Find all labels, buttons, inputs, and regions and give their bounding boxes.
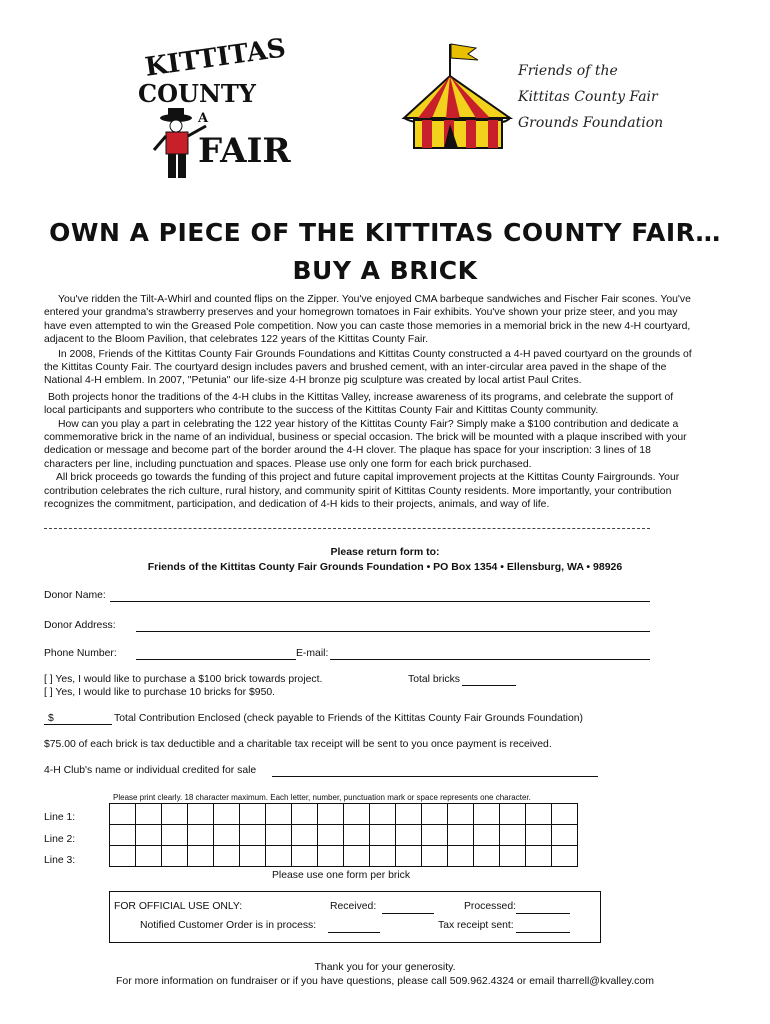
inscription-row-3: [110, 846, 578, 867]
page-subtitle: BUY A BRICK: [292, 256, 478, 285]
svg-text:A: A: [198, 111, 209, 126]
processed-label: Processed:: [464, 901, 516, 912]
phone-label: Phone Number:: [44, 648, 117, 659]
foundation-line-3: Grounds Foundation: [518, 115, 664, 131]
intro-text: [44, 293, 696, 512]
tax-receipt-field[interactable]: [516, 932, 570, 933]
circus-tent-icon: [398, 40, 518, 152]
foundation-name: [518, 58, 663, 136]
received-field[interactable]: [382, 913, 434, 914]
print-note: Please print clearly. 18 character maximum. Each letter, number, punctuation mark or space represents one character.: [113, 793, 531, 802]
donor-address-label: Donor Address:: [44, 620, 116, 631]
total-bricks-label: Total bricks: [408, 674, 460, 685]
official-use-box: [109, 891, 601, 943]
notified-field[interactable]: [328, 932, 380, 933]
donor-name-label: Donor Name:: [44, 590, 106, 601]
svg-text:FAIR: FAIR: [198, 131, 291, 171]
line-2-label: Line 2:: [44, 834, 76, 845]
paragraph: Both projects honor the traditions of the 4-H clubs in the Kittitas Valley, increase awareness of its programs, and celebrate the support of local participants and supporters who contribute to the success of the Kittitas County Fair and Kittitas County community.: [44, 391, 674, 417]
line-1-label: Line 1:: [44, 812, 76, 823]
option-ten-bricks[interactable]: [ ] Yes, I would like to purchase 10 bricks for $950.: [44, 687, 276, 698]
inscription-row-2: [110, 825, 578, 846]
paragraph: All brick proceeds go towards the funding of this project and future capital improvement projects at the Kittitas County Fairgrounds. Your contribution celebrates the rich culture, rural history, and community spirit of Kittitas County residents. More importantly, your contribution recognizes the commitment, participation, and dedication of 4-H kids to their projects, animals, and way of life.: [44, 472, 680, 511]
return-address: Friends of the Kittitas County Fair Grounds Foundation • PO Box 1354 • Ellensburg, WA • 98926: [147, 561, 623, 573]
tax-receipt-label: Tax receipt sent:: [438, 920, 514, 931]
paragraph: How can you play a part in celebrating the 122 year history of the Kittitas County Fair? Simply make a $100 contribution and dedicate a commemorative brick in the name of an individual, business or special occasion. The brick will be mounted with a plaque inscribed with your dedication or message and become part of the border around the 4-H clover. The plaque has space for your inscription: 3 lines of 18 characters per line, including punctuation and spaces. Please use only one form for each brick purchased.: [44, 418, 687, 470]
total-contribution-label: Total Contribution Enclosed (check payable to Friends of the Kittitas County Fair Grounds Foundation): [114, 713, 583, 724]
foundation-line-1: Friends of the: [518, 63, 618, 79]
paragraph: You've ridden the Tilt-A-Whirl and counted flips on the Zipper. You've enjoyed CMA barbeque sandwiches and Fischer Fair scones. You've entered your grandma's strawberry preserves and your homegrown tomatoes in Fair exhibits. You've shown your prize steer, and you may have even attempted to win the Greased Pole competition. Now you can caste those memories in a memorial brick in the new 4-H courtyard, adjacent to the Bloom Pavilion, that celebrates 122 years of the Kittitas County Fair.: [44, 294, 691, 346]
cut-line: [44, 528, 650, 529]
official-heading: FOR OFFICIAL USE ONLY:: [114, 901, 243, 912]
dollar-sign: $: [48, 713, 54, 724]
total-amount-field[interactable]: [44, 724, 112, 725]
email-field[interactable]: [330, 659, 650, 660]
donor-name-field[interactable]: [110, 601, 650, 602]
contact-info: For more information on fundraiser or if you have questions, please call 509.962.4324 or email tharrell@kvalley.com: [115, 975, 655, 987]
club-name-field[interactable]: [272, 776, 598, 777]
received-label: Received:: [330, 901, 377, 912]
email-label: E-mail:: [296, 648, 329, 659]
line-3-label: Line 3:: [44, 855, 76, 866]
return-heading: Please return form to:: [330, 546, 440, 558]
tax-note: $75.00 of each brick is tax deductible and a charitable tax receipt will be sent to you once payment is received.: [44, 739, 552, 750]
total-bricks-field[interactable]: [462, 685, 516, 686]
page-title: OWN A PIECE OF THE KITTITAS COUNTY FAIR…: [49, 218, 721, 247]
thank-you: Thank you for your generosity.: [314, 961, 456, 973]
inscription-row-1: [110, 804, 578, 825]
kittitas-county-fair-logo: [128, 33, 291, 185]
svg-text:KITTITAS: KITTITAS: [143, 33, 288, 83]
donor-address-field[interactable]: [136, 631, 650, 632]
paragraph: In 2008, Friends of the Kittitas County Fair Grounds Foundations and Kittitas County constructed a 4-H paved courtyard on the grounds of the Kittitas County Fair. The courtyard design includes pavers and brushed cement, with an inter-circular area paved in the shape of the National 4-H emblem. In 2007, "Petunia" our life-size 4-H bronze pig sculpture was created by local artist Paul Crites.: [44, 348, 692, 387]
club-name-label: 4-H Club's name or individual credited for sale: [44, 765, 257, 776]
svg-text:COUNTY: COUNTY: [138, 79, 256, 108]
phone-field[interactable]: [136, 659, 296, 660]
one-form-note: Please use one form per brick: [272, 870, 411, 881]
notified-label: Notified Customer Order is in process:: [140, 920, 317, 931]
option-one-brick[interactable]: [ ] Yes, I would like to purchase a $100 brick towards project.: [44, 674, 323, 685]
inscription-grid[interactable]: [109, 803, 578, 867]
processed-field[interactable]: [516, 913, 570, 914]
foundation-line-2: Kittitas County Fair: [518, 89, 658, 105]
